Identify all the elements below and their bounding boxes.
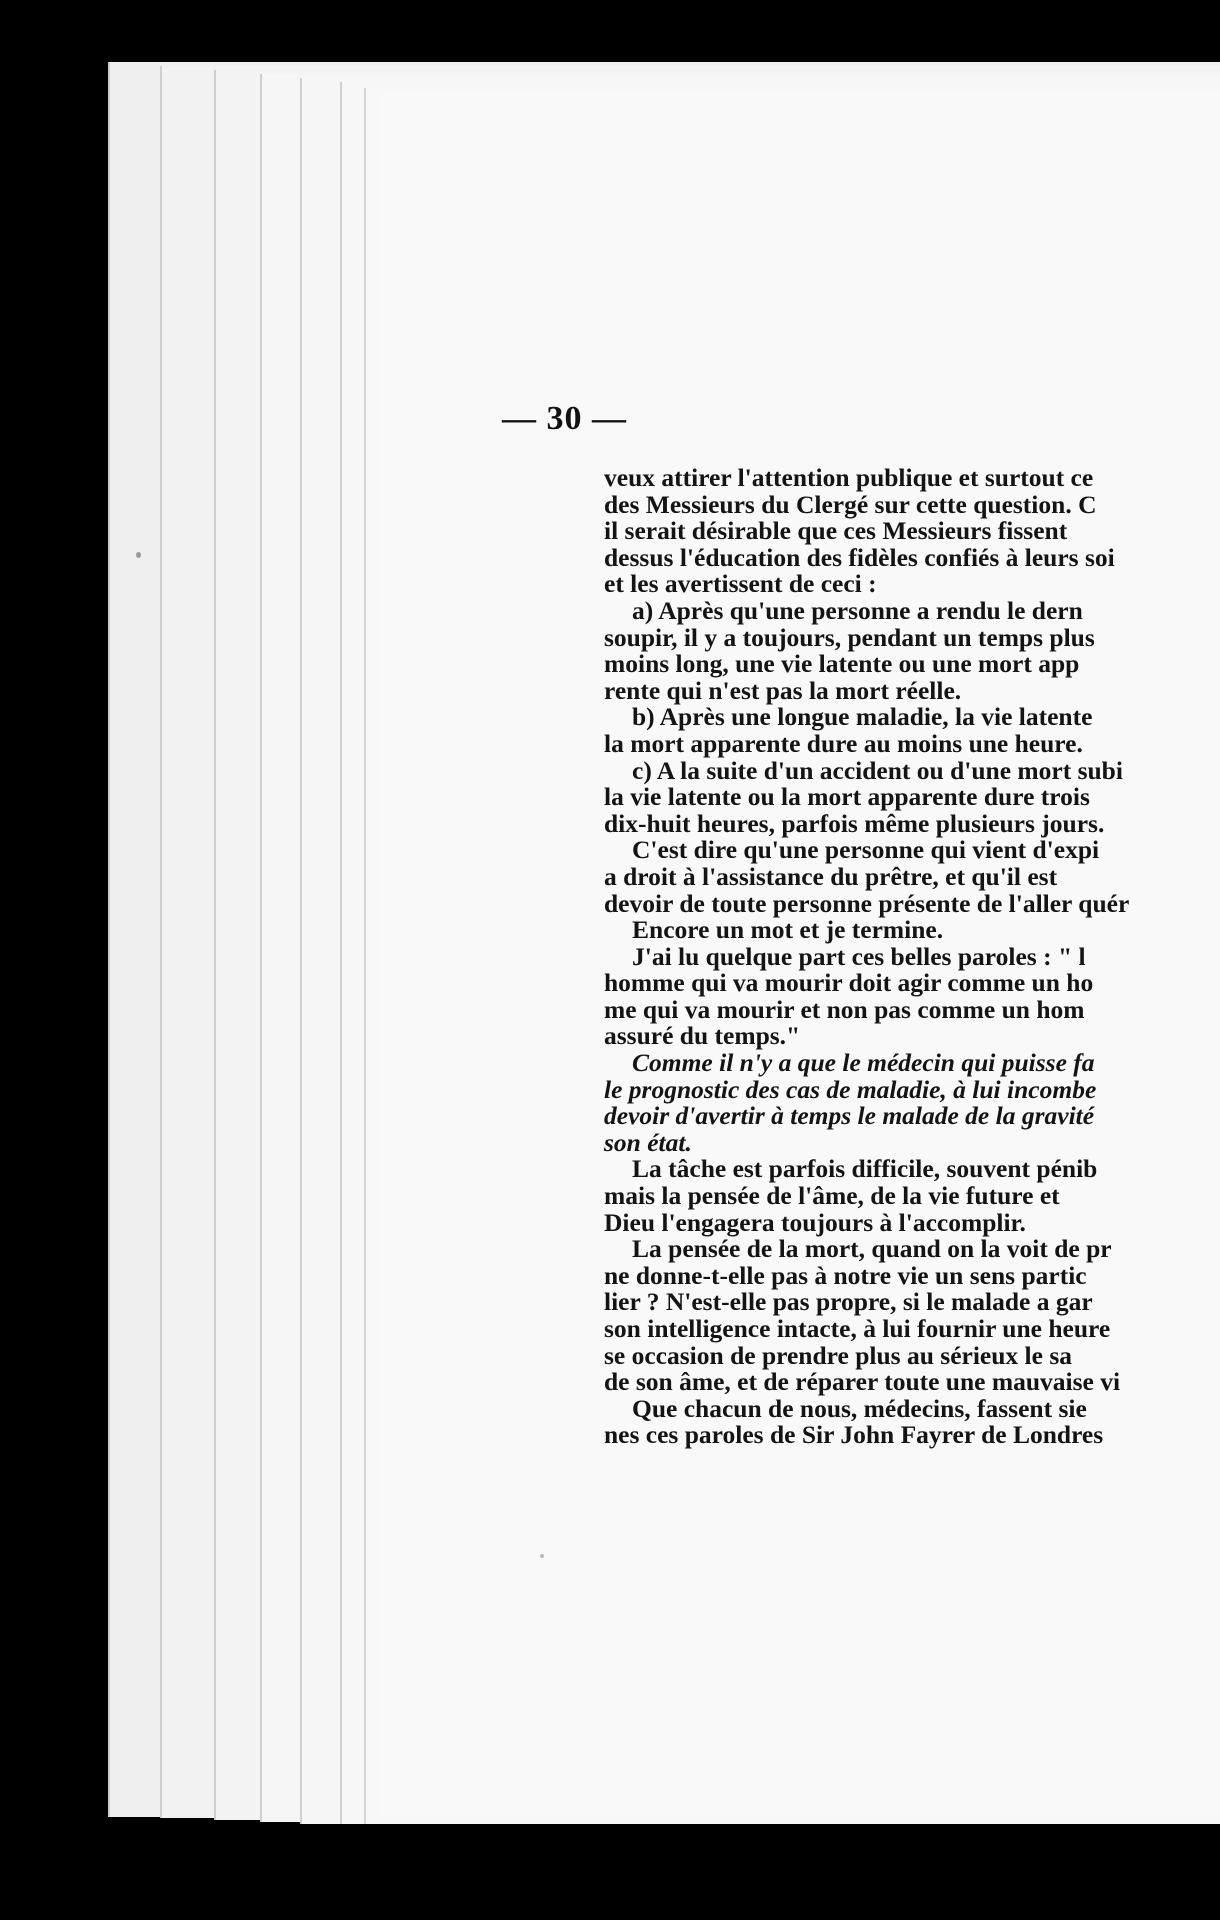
text-line: son intelligence intacte, à lui fournir une heure xyxy=(604,1314,1111,1343)
text-line: devoir d'avertir à temps le malade de la gravité xyxy=(604,1101,1095,1131)
text-line: a droit à l'assistance du prêtre, et qu'il est xyxy=(604,861,1058,891)
text-line: a) Après qu'une personne a rendu le dern xyxy=(632,595,1083,625)
text-line: se occasion de prendre plus au sérieux le sa xyxy=(604,1340,1072,1370)
text-line: devoir de toute personne présente de l'aller quér xyxy=(604,888,1130,918)
text-line: Dieu l'engagera toujours à l'accomplir. xyxy=(604,1207,1026,1237)
text-line: La pensée de la mort, quand on la voit de pr xyxy=(632,1234,1112,1264)
scan-speck xyxy=(540,1554,544,1558)
text-line: lier ? N'est-elle pas propre, si le malade a gar xyxy=(604,1287,1093,1317)
text-line: Comme il n'y a que le médecin qui puisse fa xyxy=(632,1048,1095,1078)
text-line: c) A la suite d'un accident ou d'une mort subi xyxy=(632,755,1123,785)
text-line: soupir, il y a toujours, pendant un temps plus xyxy=(604,622,1095,652)
text-line: de son âme, et de réparer toute une mauvaise vi xyxy=(604,1367,1121,1397)
text-line: b) Après une longue maladie, la vie latente xyxy=(632,702,1093,732)
text-line: veux attirer l'attention publique et surtout ce xyxy=(604,465,1094,492)
text-line: moins long, une vie latente ou une mort app xyxy=(604,649,1080,679)
text-line: son état. xyxy=(604,1127,692,1157)
text-line: ne donne-t-elle pas à notre vie un sens partic xyxy=(604,1260,1087,1290)
book-page xyxy=(380,92,1220,1816)
text-line: C'est dire qu'une personne qui vient d'expi xyxy=(632,835,1100,865)
text-line: nes ces paroles de Sir John Fayrer de Londres xyxy=(604,1420,1104,1449)
text-line: J'ai lu quelque part ces belles paroles : " l xyxy=(632,941,1086,971)
text-line: le prognostic des cas de maladie, à lui incombe xyxy=(604,1074,1097,1104)
text-line: dessus l'éducation des fidèles confiés à leurs soi xyxy=(604,542,1115,572)
text-line: la vie latente ou la mort apparente dure trois xyxy=(604,782,1090,812)
text-line: La tâche est parfois difficile, souvent pénib xyxy=(632,1154,1098,1184)
text-line: rente qui n'est pas la mort réelle. xyxy=(604,675,962,705)
text-line: assuré du temps." xyxy=(604,1021,801,1051)
page-number: — 30 — xyxy=(502,400,627,437)
text-line: des Messieurs du Clergé sur cette question. C xyxy=(604,489,1097,519)
text-line: homme qui va mourir doit agir comme un ho xyxy=(604,968,1094,998)
text-line: mais la pensée de l'âme, de la vie future et xyxy=(604,1181,1060,1211)
text-line: la mort apparente dure au moins une heure. xyxy=(604,728,1083,758)
scan-speck xyxy=(136,552,141,558)
text-line: Que chacun de nous, médecins, fassent sie xyxy=(632,1393,1087,1423)
text-line: dix-huit heures, parfois même plusieurs jours. xyxy=(604,808,1105,838)
text-line: Encore un mot et je termine. xyxy=(632,915,944,945)
text-line: et les avertissent de ceci : xyxy=(604,569,877,599)
text-line: me qui va mourir et non pas comme un hom xyxy=(604,994,1085,1024)
text-line: il serait désirable que ces Messieurs fissent xyxy=(604,516,1068,546)
